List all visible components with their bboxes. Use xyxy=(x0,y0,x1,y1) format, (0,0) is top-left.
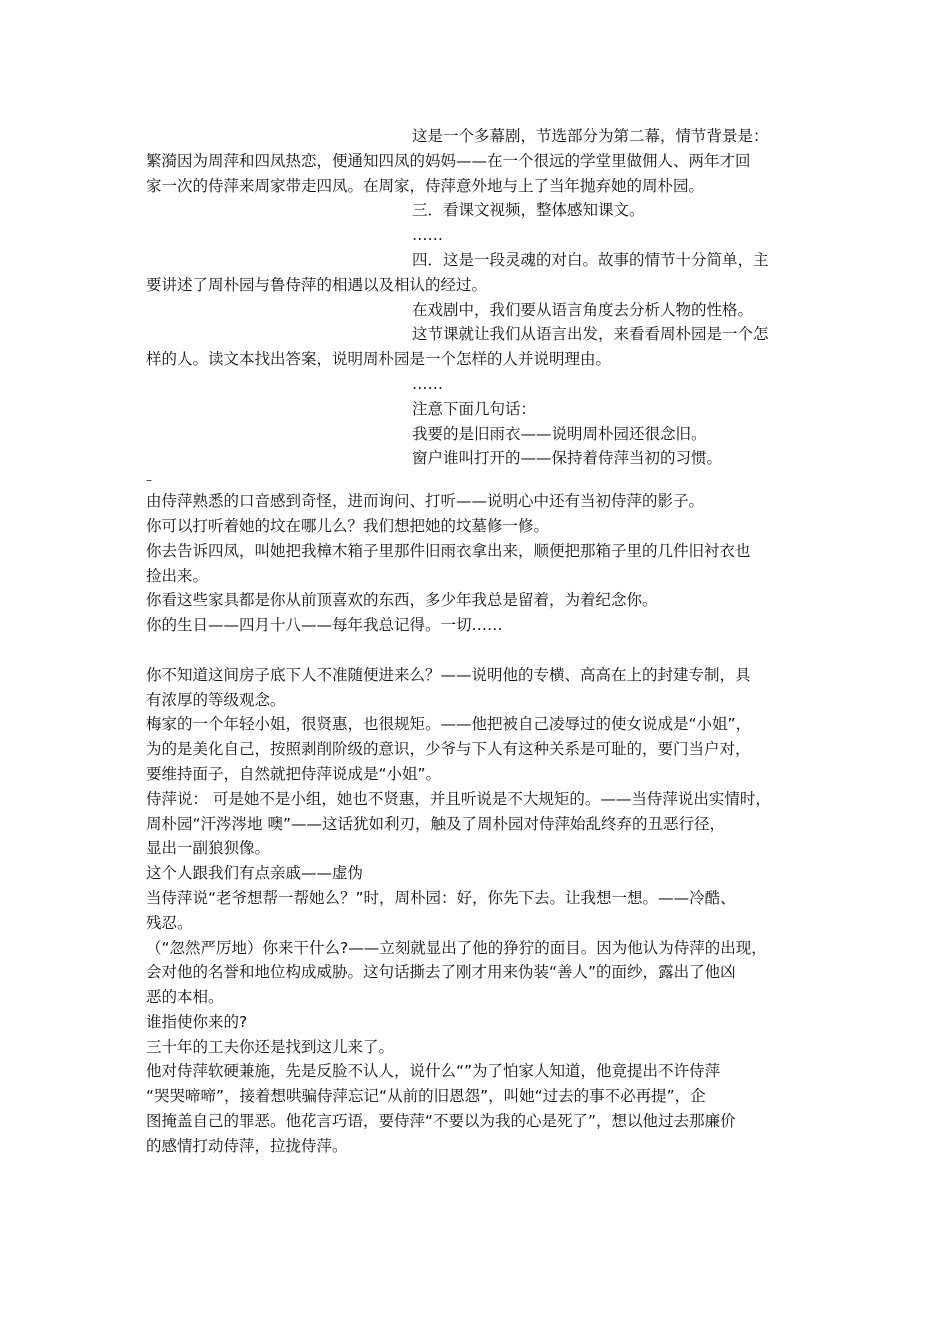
paragraph-line: 你去告诉四凤，叫她把我樟木箱子里那件旧雨衣拿出来，顺便把那箱子里的几件旧衬衣也 xyxy=(146,541,751,560)
paragraph-line: 注意下面几句话： xyxy=(412,399,537,418)
paragraph-line: 四．这是一段灵魂的对白。故事的情节十分简单，主 xyxy=(412,250,769,269)
paragraph-line: 由侍萍熟悉的口音感到奇怪，进而询问、打听——说明心中还有当初侍萍的影子。 xyxy=(146,492,705,511)
paragraph-line: 捡出来。 xyxy=(146,566,209,585)
paragraph-line: 的感情打动侍萍，拉拢侍萍。 xyxy=(146,1136,348,1155)
paragraph-line: 侍萍说： 可是她不是小组，她也不贤惠，并且听说是不大规矩的。——当侍萍说出实情时， xyxy=(146,789,771,808)
paragraph-line: 会对他的名誉和地位构成威胁。这句话撕去了刚才用来伪装“善人”的面纱，露出了他凶 xyxy=(146,963,736,982)
document-body xyxy=(146,124,806,1159)
paragraph-line: 显出一副狼狈像。 xyxy=(146,839,271,858)
ellipsis-line: …… xyxy=(412,374,443,393)
blank-line xyxy=(146,638,806,663)
paragraph-line: 谁指使你来的? xyxy=(146,1012,248,1031)
paragraph-line: 他对侍萍软硬兼施，先是反脸不认人，说什么“”为了怕家人知道，他竟提出不许侍萍 xyxy=(146,1062,721,1081)
paragraph-line: 窗户谁叫打开的——保持着侍萍当初的习惯。 xyxy=(412,449,723,468)
paragraph-line: 为的是美化自己，按照剥削阶级的意识，少爷与下人有这种关系是可耻的，要门当户对， xyxy=(146,740,751,759)
paragraph-line: 你可以打听着她的坟在哪儿么？我们想把她的坟墓修一修。 xyxy=(146,516,550,535)
paragraph-line: 梅家的一个年轻小姐，很贤惠，也很规矩。——他把被自己凌辱过的使女说成是“小姐”， xyxy=(146,715,752,734)
paragraph-line: 当侍萍说“老爷想帮一帮她么？”时，周朴园：好，你先下去。让我想一想。——冷酷、 xyxy=(146,888,736,907)
paragraph-line: 这节课就让我们从语言出发，来看看周朴园是一个怎 xyxy=(412,325,769,344)
paragraph-line: 我要的是旧雨衣——说明周朴园还很念旧。 xyxy=(412,424,707,443)
paragraph-line: 你看这些家具都是你从前顶喜欢的东西，多少年我总是留着，为着纪念你。 xyxy=(146,591,658,610)
paragraph-line: 图掩盖自己的罪恶。他花言巧语，要侍萍“不要以为我的心是死了”，想以他过去那廉价 xyxy=(146,1112,736,1131)
paragraph-line: 这是一个多幕剧，节选部分为第二幕，情节背景是： xyxy=(412,127,769,145)
paragraph-line: 你不知道这间房子底下人不准随便进来么？——说明他的专横、高高在上的封建专制，具 xyxy=(146,665,751,684)
paragraph-line: 样的人。读文本找出答案，说明周朴园是一个怎样的人并说明理由。 xyxy=(146,350,612,369)
paragraph-line: （“忽然严厉地）你来干什么?——立刻就显出了他的狰狞的面目。因为他认为侍萍的出现， xyxy=(146,938,767,957)
dash-mark: – xyxy=(146,473,152,488)
paragraph-line: 残忍。 xyxy=(146,913,193,932)
paragraph-line: 繁漪因为周萍和四凤热恋，便通知四凤的妈妈——在一个很远的学堂里做佣人、两年才回 xyxy=(146,151,751,170)
paragraph-line: 要维持面子，自然就把侍萍说成是“小姐”。 xyxy=(146,764,442,783)
paragraph-line: 在戏剧中，我们要从语言角度去分析人物的性格。 xyxy=(412,300,754,319)
paragraph-line: 三．看课文视频，整体感知课文。 xyxy=(412,201,645,220)
paragraph-line: 要讲述了周朴园与鲁侍萍的相遇以及相认的经过。 xyxy=(146,275,488,294)
paragraph-line: “哭哭啼啼”，接着想哄骗侍萍忘记“从前的旧恩怨”，叫她“过去的事不必再提”，企 xyxy=(146,1087,706,1106)
ellipsis-line: …… xyxy=(412,226,443,245)
paragraph-line: 有浓厚的等级观念。 xyxy=(146,690,286,709)
paragraph-line: 恶的本相。 xyxy=(146,988,224,1007)
paragraph-line: 这个人跟我们有点亲戚——虚伪 xyxy=(146,864,364,883)
paragraph-line: 你的生日——四月十八——每年我总记得。一切…… xyxy=(146,616,503,635)
paragraph-line: 周朴园“汗涔涔地 噢”——这话犹如利刃，触及了周朴园对侍萍始乱终弃的丑恶行径， xyxy=(146,814,725,833)
paragraph-line: 家一次的侍萍来周家带走四凤。在周家，侍萍意外地与上了当年抛弃她的周朴园。 xyxy=(146,176,705,195)
paragraph-line: 三十年的工夫你还是找到这儿来了。 xyxy=(146,1037,395,1056)
